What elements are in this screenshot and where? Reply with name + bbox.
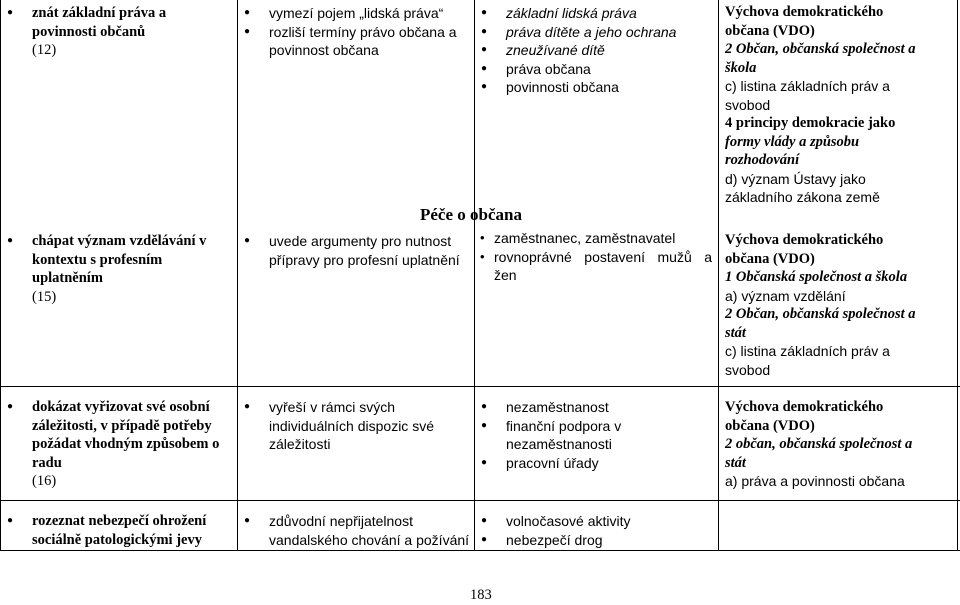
row3-col2 [243,398,471,454]
cross-topic: Výchova demokratického [725,399,884,415]
topic-item: c) listina základních práv a [725,78,890,94]
row2-col1 [6,232,232,306]
thematic-area: 4 principy demokracie jako [725,115,896,131]
table-divider-col3 [718,0,719,551]
row4-col1 [6,512,232,549]
list-item: ● finanční podpora v nezaměstnanosti [480,417,716,454]
topic-item: svobod [725,361,771,378]
row2-col4 [725,231,955,379]
list-item: • zaměstnanec, zaměstnavatel [480,229,712,248]
cross-topic: občana (VDO) [725,22,815,39]
list-item-label: práva občana [506,60,591,77]
table-border-bottom [0,550,960,551]
thematic-area: rozhodování [725,152,800,168]
cross-topic: Výchova demokratického [725,4,884,20]
list-item: • rovnoprávné postavení mužů a žen [480,248,712,285]
outcome-code: (12) [32,42,57,58]
row1-col4 [725,3,955,207]
list-item: ● zdůvodní nepřijatelnost vandalského chování a požívání [243,512,471,549]
list-item [480,78,716,97]
cross-topic: Výchova demokratického [725,232,884,248]
list-item [6,512,232,549]
row3-col4 [725,398,955,491]
list-item [6,4,232,60]
expected-outcome: chápat význam vzdělávání v kontextu s profesním uplatněním [32,233,207,286]
row3-col3 [480,398,716,472]
row4-col2 [243,512,471,549]
outcome-code: (15) [32,288,57,305]
thematic-area: 2 Občan, občanská společnost a [725,41,916,57]
list-item: ● vyřeší v rámci svých individuálních dispozic své záležitosti [243,398,471,454]
list-item: ● práva dítěte a jeho ochrana [480,23,716,42]
row1-col1 [6,4,232,60]
list-item [6,398,232,491]
row-divider-2 [0,500,960,501]
expected-outcome: dokázat vyřizovat své osobní záležitosti, v případě potřeby požádat vhodným způsobem o radu [32,399,220,471]
list-item: ● pracovní úřady [480,454,716,473]
page-number: 183 [470,587,492,603]
row4-col3 [480,512,716,549]
topic-item: a) význam vzdělání [725,287,846,304]
row2-col3 [480,229,712,285]
cross-topic: občana (VDO) [725,417,815,434]
topic-item: svobod [725,96,771,113]
thematic-area: 2 občan, občanská společnost a [725,436,913,452]
thematic-area: formy vlády a způsobu [725,133,860,150]
outcome-code: (16) [32,473,57,489]
thematic-area: stát [725,324,746,341]
table-border-right [957,0,958,551]
thematic-area: škola [725,59,757,76]
section-title: Péče o občana [420,205,522,224]
thematic-area: 2 Občan, občanská společnost a [725,306,916,322]
topic-item: c) listina základních práv a [725,343,890,359]
list-item: ● rozliší termíny právo občana a povinnost občana [243,23,471,60]
list-item: ● nezaměstnanost [480,398,716,417]
row3-col1 [6,398,232,491]
list-item [6,232,232,306]
topic-item: základního zákona země [725,189,880,205]
cross-topic: občana (VDO) [725,250,815,267]
row1-col2 [243,4,471,60]
list-item-label: povinnosti občana [506,79,619,95]
topic-item: d) význam Ústavy jako [725,170,866,187]
list-item: ● vymezí pojem „lidská práva“ [243,4,471,23]
table-border-left [0,0,1,551]
table-divider-col1 [237,0,238,551]
row1-col3 [480,4,716,97]
row2-col2 [243,232,471,269]
list-item [480,60,716,79]
list-item: ● volnočasové aktivity [480,512,716,531]
topic-item: a) práva a povinnosti občana [725,473,905,489]
thematic-area: 1 Občanská společnost a škola [725,269,908,285]
table-divider-col2 [474,0,475,551]
thematic-area: stát [725,454,746,471]
expected-outcome: znát základní práva a povinnosti občanů [32,5,167,40]
list-item: ● nebezpečí drog [480,531,716,550]
expected-outcome: rozeznat nebezpečí ohrožení sociálně patologickými jevy [32,513,207,548]
list-item: ● uvede argumenty pro nutnost přípravy pro profesní uplatnění [243,232,471,269]
row-divider-1 [0,386,960,387]
list-item: ● zneužívané dítě [480,41,716,60]
list-item: ● základní lidská práva [480,4,716,23]
